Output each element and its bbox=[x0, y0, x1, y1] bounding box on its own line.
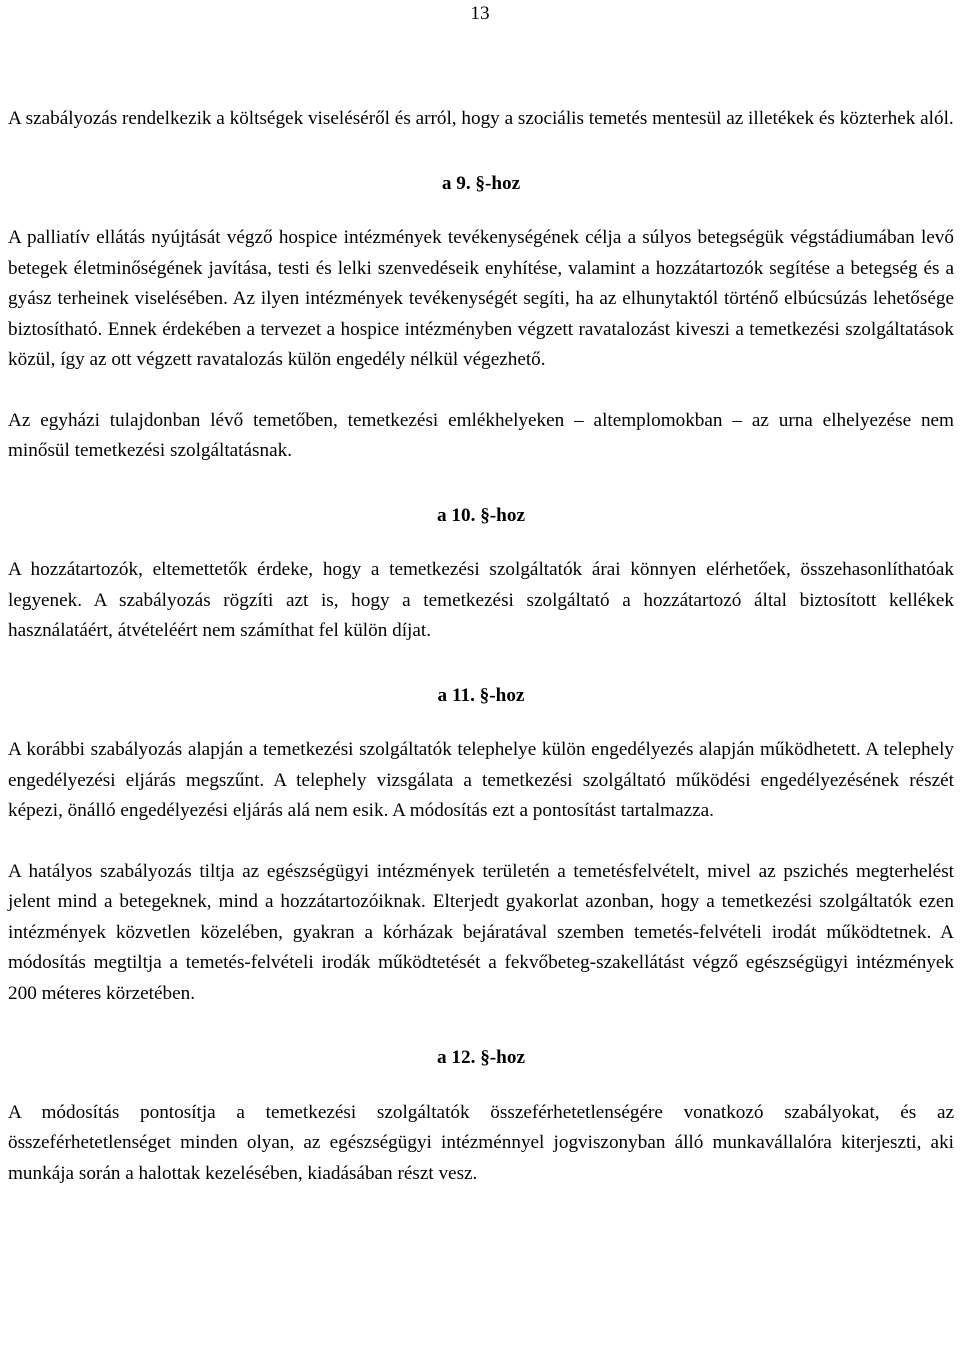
section-heading-12: a 12. §-hoz bbox=[437, 1047, 525, 1068]
document-body bbox=[8, 104, 954, 1189]
page-number: 13 bbox=[470, 3, 490, 24]
section-heading-10: a 10. §-hoz bbox=[437, 504, 525, 526]
paragraph-prices: A hozzátartozók, eltemettetők érdeke, hogy a temetkezési szolgáltatók árai könnyen elérhetőek, összehasonlíthatóak legyenek. A szabályozás rögzíti azt is, hogy a temetkezési szolgáltató a hozzátartozó által biztosított kellékek használatáért, átvételéért nem számíthat fel külön díjat. bbox=[8, 559, 954, 641]
section-heading-11: a 11. §-hoz bbox=[437, 684, 525, 706]
paragraph-conflict-of-interest: A módosítás pontosítja a temetkezési szolgáltatók összeférhetetlenségére vonatkozó szabályokat, és az összeférhetetlenséget minden olyan, az egészségügyi intézménnyel jogviszonyban álló munkavállalóra kiterjeszti, aki munkája során a halottak kezelésében, kiadásában részt vesz. bbox=[8, 1101, 954, 1184]
paragraph-premises: A korábbi szabályozás alapján a temetkezési szolgáltatók telephelye külön engedélyezés alapján működhetett. A telephely engedélyezési eljárás megszűnt. A telephely vizsgálata a temetkezési szolgáltató működési engedélyezésének részét képezi, önálló engedélyezési eljárás alá nem esik. A módosítás ezt a pontosítást tartalmazza. bbox=[8, 739, 954, 821]
paragraph-church-urn: Az egyházi tulajdonban lévő temetőben, temetkezési emlékhelyeken – altemplomokban – az urna elhelyezése nem minősül temetkezési szolgáltatásnak. bbox=[8, 409, 954, 461]
paragraph-funeral-office-ban: A hatályos szabályozás tiltja az egészségügyi intézmények területén a temetésfelvételt, mivel az pszichés megterhelést jelent mind a betegeknek, mind a hozzátartozóiknak. Elterjedt gyakorlat azonban, hogy a temetkezési szolgáltatók ezen intézmények közvetlen közelében, gyakran a kórházak bejáratával szemben temetés-felvételi irodát működtetnek. A módosítás megtiltja a temetés-felvételi irodák működtetését a fekvőbeteg-szakellátást végző egészségügyi intézmények 200 méteres körzetében. bbox=[8, 860, 954, 1004]
paragraph-social-funeral: A szabályozás rendelkezik a költségek viseléséről és arról, hogy a szociális temetés mentesül az illetékek és közterhek alól. bbox=[8, 108, 954, 129]
section-heading-9: a 9. §-hoz bbox=[441, 172, 521, 194]
paragraph-hospice: A palliatív ellátás nyújtását végző hospice intézmények tevékenységének célja a súlyos betegségük végstádiumában levő betegek életminőségének javítása, testi és lelki szenvedéseik enyhítése, valamint a hozzátartozók segítése a betegség és a gyász terheinek viselésében. Az ilyen intézmények tevékenységét segíti, ha az elhunytaktól történő elbúcsúzás lehetősége biztosítható. Ennek érdekében a tervezet a hospice intézményben végzett ravatalozást kiveszi a temetkezési szolgáltatások közül, így az ott végzett ravatalozás külön engedély nélkül végezhető. bbox=[8, 227, 954, 370]
